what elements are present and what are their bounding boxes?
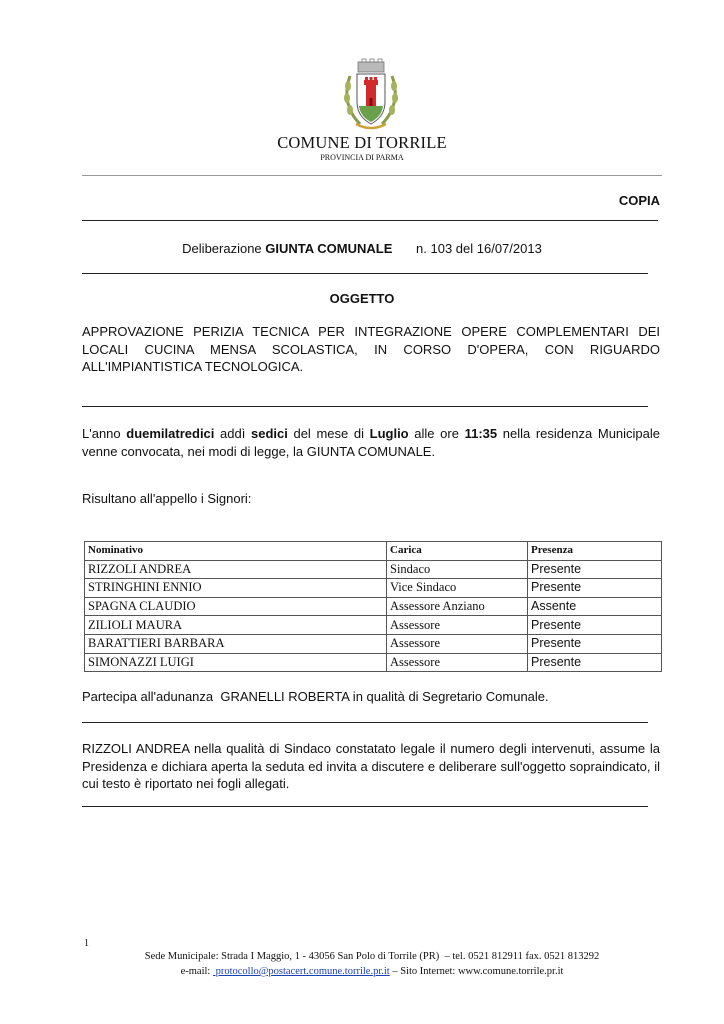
footer-contact (0, 966, 724, 977)
session-time: 11:35 (464, 426, 498, 441)
session-paragraph (82, 425, 660, 460)
member-name: ZILIOLI MAURA (85, 616, 387, 635)
session-month: Luglio (369, 426, 409, 441)
member-role: Assessore Anziano (387, 597, 528, 616)
member-name: SPAGNA CLAUDIO (85, 597, 387, 616)
table-row (85, 634, 662, 653)
roll-call-label: Risultano all'appello i Signori: (82, 491, 252, 506)
copy-label: COPIA (618, 193, 660, 208)
column-header-presence: Presenza (528, 542, 662, 561)
table-row (85, 616, 662, 635)
secretary-line: Partecipa all'adunanza GRANELLI ROBERTA in qualità di Segretario Comunale. (82, 689, 549, 704)
website-text: – Sito Internet: www.comune.torrile.pr.it (389, 966, 564, 977)
municipality-name: COMUNE DI TORRILE (277, 133, 447, 152)
table-header-row (85, 542, 662, 561)
divider (82, 273, 648, 274)
member-name: STRINGHINI ENNIO (85, 579, 387, 598)
table-row (85, 579, 662, 598)
text-fragment: addì (214, 426, 251, 441)
member-presence: Assente (528, 597, 662, 616)
municipal-coat-of-arms-icon (342, 58, 400, 132)
footer-address: Sede Municipale: Strada I Maggio, 1 - 43056 San Polo di Torrile (PR) – tel. 0521 812911 fax. 0521 813292 (144, 951, 600, 962)
table-row (85, 597, 662, 616)
member-presence: Presente (528, 560, 662, 579)
member-name: SIMONAZZI LUIGI (85, 653, 387, 672)
divider (82, 722, 648, 723)
divider (82, 806, 648, 807)
member-role: Sindaco (387, 560, 528, 579)
session-day: sedici (250, 426, 288, 441)
email-link[interactable]: protocollo@postacert.comune.torrile.pr.it (212, 966, 390, 977)
province-name: PROVINCIA DI PARMA (320, 153, 404, 162)
attendance-table (84, 541, 662, 672)
column-header-name: Nominativo (85, 542, 387, 561)
subject-heading: OGGETTO (329, 291, 395, 306)
deliberation-line (0, 241, 724, 256)
text-fragment: L'anno (82, 426, 127, 441)
session-year: duemilatredici (126, 426, 215, 441)
text-fragment: alle ore (408, 426, 465, 441)
member-role: Assessore (387, 634, 528, 653)
member-presence: Presente (528, 616, 662, 635)
member-presence: Presente (528, 634, 662, 653)
member-role: Assessore (387, 616, 528, 635)
deliberation-body: GIUNTA COMUNALE (265, 241, 393, 256)
divider (82, 406, 648, 407)
table-row (85, 653, 662, 672)
deliberation-number-date: n. 103 del 16/07/2013 (416, 241, 542, 256)
subject-text: APPROVAZIONE PERIZIA TECNICA PER INTEGRAZIONE OPERE COMPLEMENTARI DEI LOCALI CUCINA MENSA SCOLASTICA, IN CORSO D'OPERA, CON RIGUARDO ALL'IMPIANTISTICA TECNOLOGICA. (82, 324, 660, 374)
member-presence: Presente (528, 653, 662, 672)
member-name: RIZZOLI ANDREA (85, 560, 387, 579)
mayor-paragraph: RIZZOLI ANDREA nella qualità di Sindaco constatato legale il numero degli intervenuti, assume la Presidenza e dichiara aperta la seduta ed invita a discutere e deliberare sull'oggetto sopraindicato, il cui testo è riportato nei fogli allegati. (82, 741, 660, 791)
email-label: e-mail: (180, 966, 213, 977)
column-header-role: Carica (387, 542, 528, 561)
divider (82, 220, 658, 221)
text-fragment: del mese di (287, 426, 370, 441)
member-role: Assessore (387, 653, 528, 672)
member-name: BARATTIERI BARBARA (85, 634, 387, 653)
text-fragment: nella residenza Municipale venne convocata, nei modi di legge, la GIUNTA COMUNALE. (82, 426, 661, 459)
deliberation-prefix: Deliberazione (182, 241, 262, 256)
member-presence: Presente (528, 579, 662, 598)
header-divider (82, 175, 662, 176)
page-number: 1 (84, 938, 89, 949)
table-row (85, 560, 662, 579)
member-role: Vice Sindaco (387, 579, 528, 598)
